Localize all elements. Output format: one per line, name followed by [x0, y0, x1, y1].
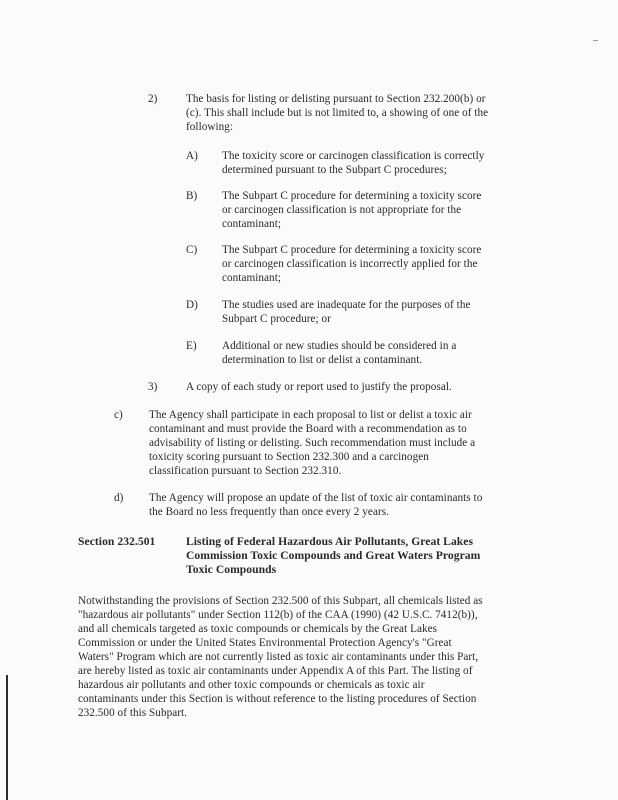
item-2-number: 2): [148, 93, 158, 105]
subitem-c-line: or carcinogen classification is incorrectly applied for the: [222, 258, 478, 270]
subitem-e-line: Additional or new studies should be considered in a: [222, 340, 457, 352]
item-d-line: the Board no less frequently than once every 2 years.: [149, 506, 389, 518]
subitem-a-label: A): [186, 150, 198, 162]
item-c-line: advisability of listing or delisting. Such recommendation must include a: [149, 437, 476, 449]
subitem-b-line: contaminant;: [222, 218, 282, 230]
item-d-label: d): [114, 492, 124, 504]
item-3-number: 3): [148, 381, 158, 393]
subitem-b-line: The Subpart C procedure for determining a toxicity score: [222, 190, 482, 202]
section-body-line: 232.500 of this Subpart.: [78, 707, 188, 719]
subitem-c-line: contaminant;: [222, 272, 282, 284]
subitem-c-label: C): [186, 244, 198, 256]
scan-edge-line: [6, 675, 8, 800]
section-body-line: Waters" Program which are not currently listed as toxic air contaminants under this Part,: [78, 651, 479, 663]
item-c-label: c): [114, 409, 123, 421]
section-body-line: hazardous air pollutants and other toxic compounds or chemicals as toxic air: [78, 679, 425, 691]
section-body-line: contaminants under this Section is without reference to the listing procedures of Section: [78, 693, 477, 705]
item-c-line: classification pursuant to Section 232.310.: [149, 465, 342, 477]
section-number: Section 232.501: [78, 535, 156, 548]
section-body-line: Notwithstanding the provisions of Section 232.500 of this Subpart, all chemicals listed as: [78, 595, 483, 607]
subitem-a-line: The toxicity score or carcinogen classification is correctly: [222, 150, 485, 162]
subitem-a-line: determined pursuant to the Subpart C procedures;: [222, 164, 447, 176]
item-2-line: following:: [186, 121, 234, 133]
subitem-b-label: B): [186, 190, 198, 202]
subitem-c-line: The Subpart C procedure for determining a toxicity score: [222, 244, 482, 256]
section-title-line: Listing of Federal Hazardous Air Pollutants, Great Lakes: [186, 535, 474, 548]
item-d-line: The Agency will propose an update of the list of toxic air contaminants to: [149, 492, 483, 504]
section-body-line: "hazardous air pollutants" under Section 112(b) of the CAA (1990) (42 U.S.C. 7412(b)),: [78, 609, 478, 621]
subitem-d-line: The studies used are inadequate for the purposes of the: [222, 299, 471, 311]
section-body-line: and all chemicals targeted as toxic compounds or chemicals by the Great Lakes: [78, 623, 438, 635]
section-body-line: Commission or under the United States Environmental Protection Agency's "Great: [78, 637, 452, 649]
scan-mark: [593, 40, 598, 41]
subitem-e-label: E): [186, 340, 197, 352]
item-2-line: The basis for listing or delisting pursuant to Section 232.200(b) or: [186, 93, 486, 105]
subitem-d-line: Subpart C procedure; or: [222, 313, 331, 325]
subitem-d-label: D): [186, 299, 198, 311]
section-body-line: are hereby listed as toxic air contaminants under Appendix A of this Part. The listing of: [78, 665, 473, 677]
item-2-line: (c). This shall include but is not limited to, a showing of one of the: [186, 107, 489, 119]
item-3-line: A copy of each study or report used to justify the proposal.: [186, 381, 452, 393]
subitem-e-line: determination to list or delist a contaminant.: [222, 354, 423, 366]
section-title-line: Commission Toxic Compounds and Great Waters Program: [186, 549, 481, 562]
section-title-line: Toxic Compounds: [186, 563, 277, 576]
item-c-line: toxicity scoring pursuant to Section 232.300 and a carcinogen: [149, 451, 429, 463]
item-c-line: The Agency shall participate in each proposal to list or delist a toxic air: [149, 409, 472, 421]
item-c-line: contaminant and must provide the Board with a recommendation as to: [149, 423, 467, 435]
subitem-b-line: or carcinogen classification is not appropriate for the: [222, 204, 462, 216]
